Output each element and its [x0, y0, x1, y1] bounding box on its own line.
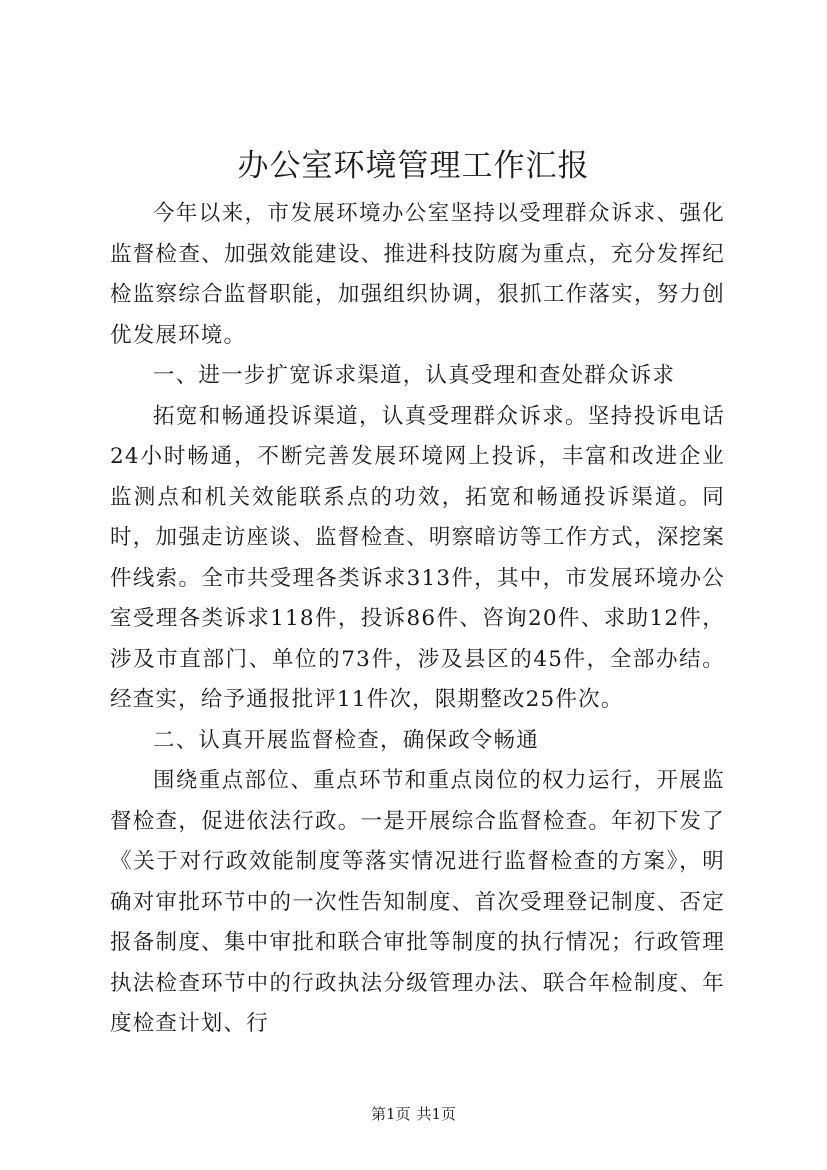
section-heading-1: 一、进一步扩宽诉求渠道，认真受理和查处群众诉求 — [153, 363, 676, 388]
paragraph-section-2: 围绕重点部位、重点环节和重点岗位的权力运行，开展监督检查，促进依法行政。一是开展综合监督检查。年初下发了《关于对行政效能制度等落实情况进行监督检查的方案》，明确对审批环节中的一次性告知制度、首次受理登记制度、否定报备制度、集中审批和联合审批等制度的执行情况；行政管理执法检查环节中的行政执法分级管理办法、联合年检制度、年度检查计划、行 — [110, 768, 725, 1036]
document-title: 办公室环境管理工作汇报 — [237, 148, 590, 184]
page-total: 共1页 — [416, 1105, 457, 1123]
paragraph-intro: 今年以来，市发展环境办公室坚持以受理群众诉求、强化监督检查、加强效能建设、推进科技防腐为重点，充分发挥纪检监察综合监督职能，加强组织协调，狠抓工作落实，努力创优发展环境。 — [110, 201, 725, 348]
paragraph-section-1: 拓宽和畅通投诉渠道，认真受理群众诉求。坚持投诉电话24小时畅通，不断完善发展环境网上投诉，丰富和改进企业监测点和机关效能联系点的功效，拓宽和畅通投诉渠道。同时，加强走访座谈、监督检查、明察暗访等工作方式，深挖案件线索。全市共受理各类诉求313件，其中，市发展环境办公室受理各类诉求118件，投诉86件、咨询20件、求助12件，涉及市直部门、单位的73件，涉及县区的45件，全部办结。经查实，给予通报批评11件次，限期整改25件次。 — [110, 403, 725, 712]
page-number: 第1页 — [370, 1105, 411, 1123]
page-footer — [0, 1104, 827, 1124]
section-heading-2: 二、认真开展监督检查，确保政令畅通 — [153, 727, 539, 753]
document-body — [110, 194, 725, 1045]
